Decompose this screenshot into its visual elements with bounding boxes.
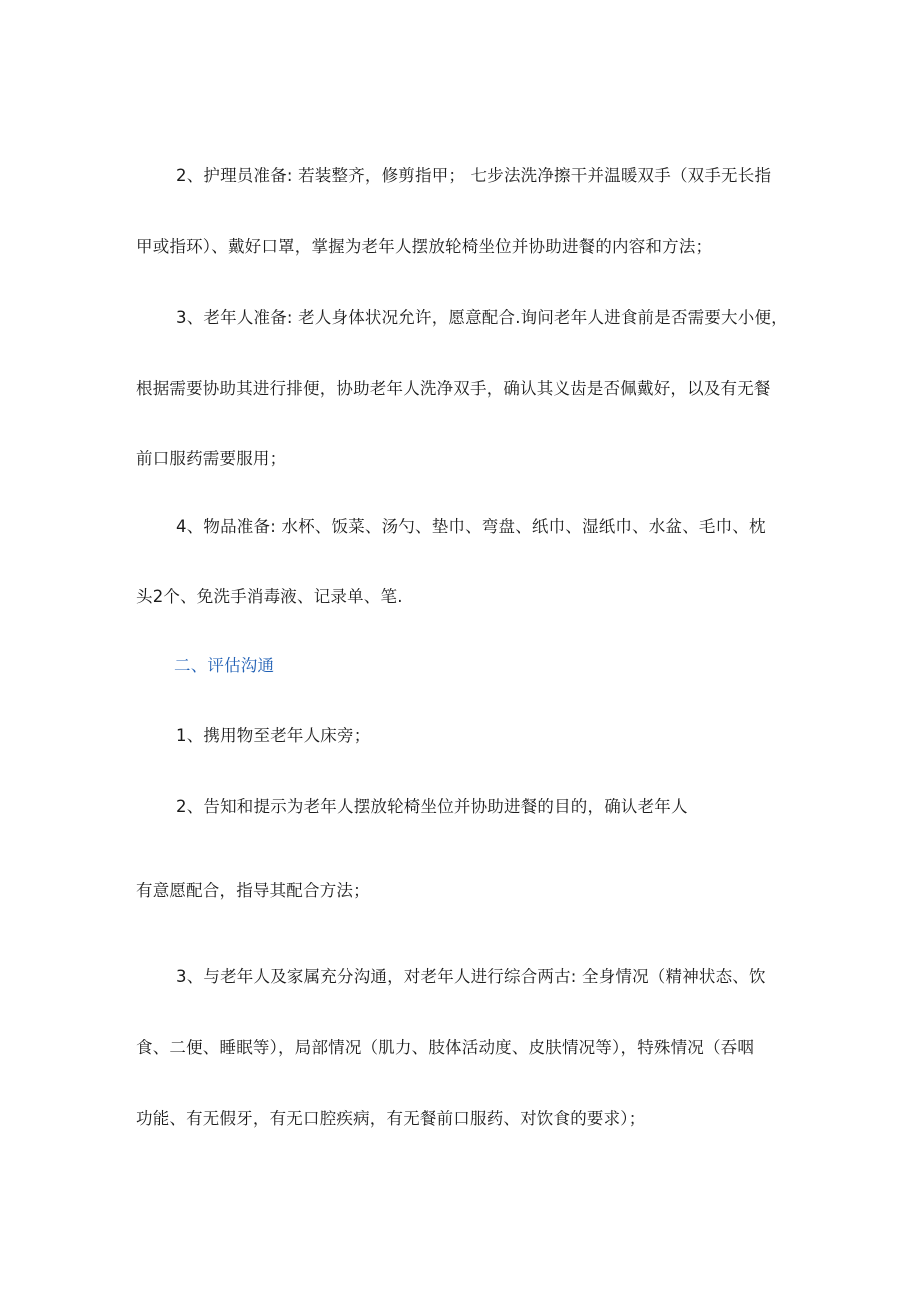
section-heading-assessment: 二、评估沟通 [174,656,275,675]
paragraph-elder-prep-line-1: 3、老年人准备: 老人身体状况允许，愿意配合.询问老年人进食前是否需要大小便， [176,308,788,327]
paragraph-elder-prep-line-3: 前口服药需要服用； [136,449,287,468]
step-1: 1、携用物至老年人床旁； [176,726,371,745]
step-3-line-3: 功能、有无假牙，有无口腔疾病，有无餐前口服药、对饮食的要求）； [136,1109,646,1128]
step-3-line-2: 食、二便、睡眠等），局部情况（肌力、肢体活动度、皮肤情况等），特殊情况（吞咽 [136,1038,755,1057]
paragraph-elder-prep-line-2: 根据需要协助其进行排便，协助老年人洗净双手，确认其义齿是否佩戴好，以及有无餐 [136,379,771,398]
paragraph-caregiver-prep-line-2: 甲或指环）、戴好口罩，掌握为老年人摆放轮椅坐位并协助进餐的内容和方法； [136,237,713,256]
paragraph-caregiver-prep-line-1: 2、护理员准备: 若装整齐，修剪指甲； 七步法洗净擦干并温暖双手（双手无长指 [176,166,772,185]
step-2-line-2: 有意愿配合，指导其配合方法； [136,881,370,900]
paragraph-items-prep-line-1: 4、物品准备: 水杯、饭菜、汤勺、垫巾、弯盘、纸巾、湿纸巾、水盆、毛巾、枕 [176,517,766,536]
step-3-line-1: 3、与老年人及家属充分沟通，对老年人进行综合两古: 全身情况（精神状态、饮 [176,967,766,986]
step-2-line-1: 2、告知和提示为老年人摆放轮椅坐位并协助进餐的目的，确认老年人 [176,797,688,816]
paragraph-items-prep-line-2: 头2个、免洗手消毒液、记录单、笔. [136,587,403,606]
